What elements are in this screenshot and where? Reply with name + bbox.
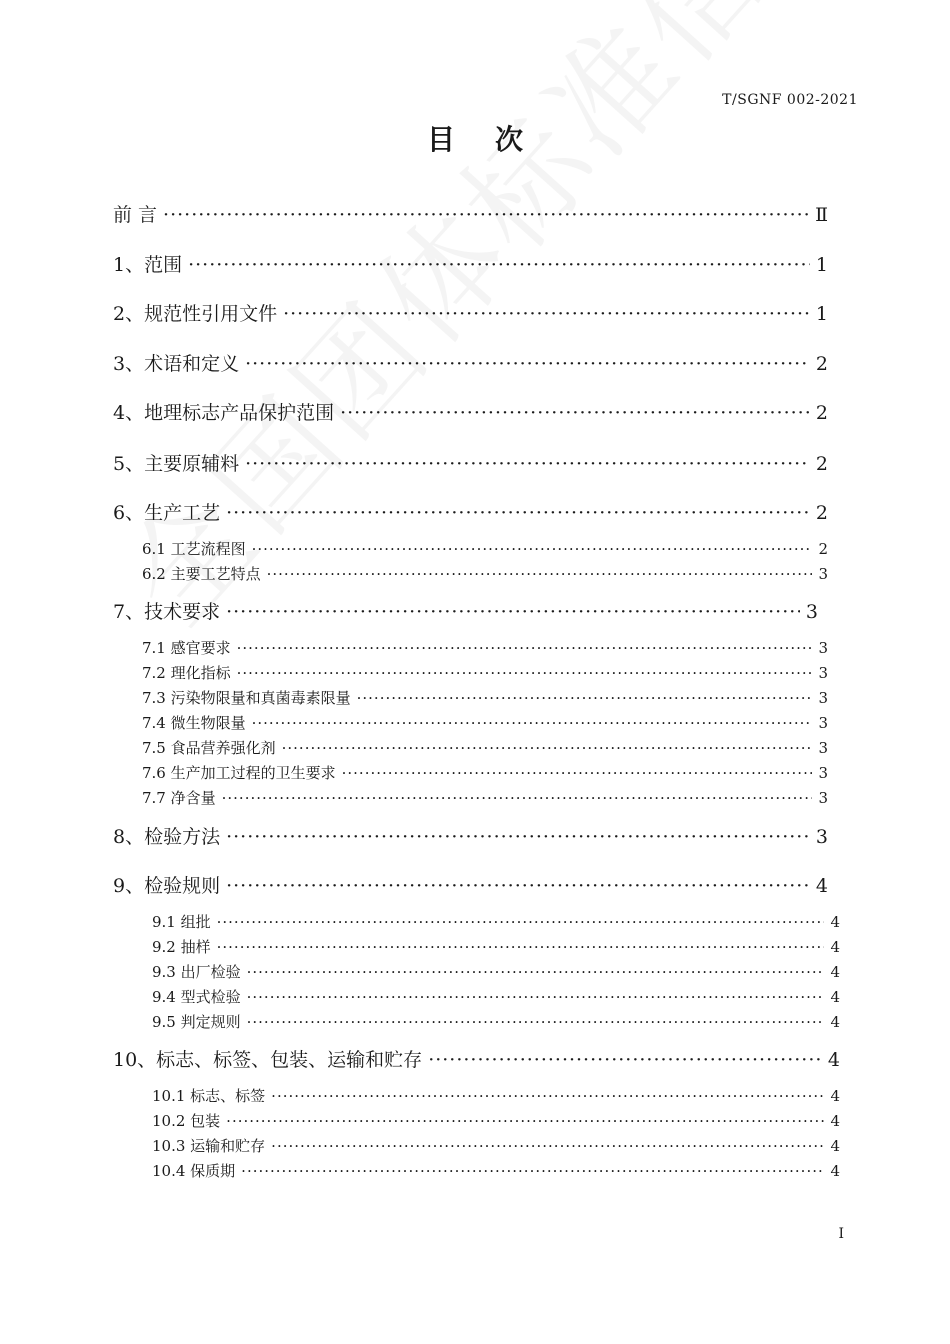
toc-entry-7-6[interactable] — [142, 762, 828, 783]
toc-entry-label: 10.1 标志、标签 — [152, 1087, 266, 1105]
toc-leader-dots — [237, 664, 813, 682]
toc-leader-dots — [222, 789, 813, 807]
toc-entry-label: 4、地理标志产品保护范围 — [113, 402, 335, 424]
toc-entry-page: 3 — [818, 639, 828, 657]
toc-entry-page: 3 — [815, 826, 828, 848]
toc-leader-dots — [252, 540, 813, 558]
toc-entry-label: 6、生产工艺 — [113, 502, 221, 524]
toc-entry-page: 4 — [830, 988, 840, 1006]
toc-leader-dots — [252, 714, 813, 732]
toc-leader-dots — [247, 988, 825, 1006]
toc-entry-label: 9.3 出厂检验 — [152, 963, 241, 981]
toc-entry-label: 9.1 组批 — [152, 913, 211, 931]
toc-entry-page: 4 — [827, 1049, 840, 1071]
toc-entry-label: 7.5 食品营养强化剂 — [142, 739, 276, 757]
toc-entry-page: 4 — [830, 963, 840, 981]
toc-leader-dots — [226, 502, 810, 524]
toc-entry-foreword[interactable] — [113, 200, 828, 227]
toc-entry-1[interactable] — [113, 250, 828, 277]
toc-entry-page: 2 — [818, 540, 828, 558]
toc-entry-label: 9.4 型式检验 — [152, 988, 241, 1006]
toc-entry-page: 3 — [818, 739, 828, 757]
toc-entry-page: 3 — [818, 565, 828, 583]
toc-entry-label: 9.2 抽样 — [152, 938, 211, 956]
toc-leader-dots — [267, 565, 813, 583]
toc-entry-9-1[interactable] — [152, 911, 840, 932]
toc-leader-dots — [217, 938, 825, 956]
toc-entry-label: 6.2 主要工艺特点 — [142, 565, 261, 583]
toc-entry-page: 1 — [815, 303, 828, 325]
toc-entry-9-2[interactable] — [152, 936, 840, 957]
toc-entry-label: 前 言 — [113, 204, 158, 226]
toc-entry-page: 4 — [830, 1137, 840, 1155]
toc-entry-page: 4 — [830, 938, 840, 956]
toc-leader-dots — [271, 1137, 824, 1155]
toc-entry-7-1[interactable] — [142, 637, 828, 658]
toc-entry-7-2[interactable] — [142, 662, 828, 683]
toc-entry-2[interactable] — [113, 299, 828, 326]
toc-entry-6[interactable] — [113, 498, 828, 525]
toc-entry-page: 3 — [818, 764, 828, 782]
toc-leader-dots — [428, 1049, 822, 1071]
toc-entry-page: 4 — [830, 1013, 840, 1031]
page-number: I — [838, 1226, 844, 1242]
toc-entry-label: 7.2 理化指标 — [142, 664, 231, 682]
toc-entry-label: 7.7 净含量 — [142, 789, 216, 807]
toc-entry-page: 2 — [815, 353, 828, 375]
toc-entry-label: 9.5 判定规则 — [152, 1013, 241, 1031]
toc-entry-7-5[interactable] — [142, 737, 828, 758]
page-title: 目次 — [426, 123, 563, 156]
toc-leader-dots — [357, 689, 813, 707]
toc-entry-7[interactable] — [113, 597, 818, 624]
toc-leader-dots — [226, 826, 810, 848]
toc-leader-dots — [342, 764, 813, 782]
toc-entry-page: 4 — [830, 1112, 840, 1130]
toc-entry-page: 3 — [805, 601, 818, 623]
toc-entry-page: Ⅱ — [815, 204, 828, 226]
toc-entry-label: 7.4 微生物限量 — [142, 714, 246, 732]
toc-entry-page: 4 — [830, 913, 840, 931]
toc-entry-label: 2、规范性引用文件 — [113, 303, 278, 325]
toc-leader-dots — [282, 739, 813, 757]
toc-entry-7-3[interactable] — [142, 687, 828, 708]
toc-entry-10-2[interactable] — [152, 1110, 840, 1131]
toc-entry-4[interactable] — [113, 398, 828, 425]
toc-leader-dots — [247, 1013, 825, 1031]
toc-entry-8[interactable] — [113, 822, 828, 849]
toc-entry-label: 10、标志、标签、包装、运输和贮存 — [113, 1049, 423, 1071]
toc-entry-page: 1 — [815, 254, 828, 276]
toc-entry-5[interactable] — [113, 449, 828, 476]
toc-entry-label: 7.3 污染物限量和真菌毒素限量 — [142, 689, 351, 707]
toc-entry-label: 7.6 生产加工过程的卫生要求 — [142, 764, 336, 782]
toc-entry-page: 4 — [815, 875, 828, 897]
toc-entry-label: 1、范围 — [113, 254, 183, 276]
toc-entry-10[interactable] — [113, 1045, 840, 1072]
toc-entry-label: 9、检验规则 — [113, 875, 221, 897]
toc-leader-dots — [237, 639, 813, 657]
toc-entry-label: 5、主要原辅料 — [113, 453, 240, 475]
toc-leader-dots — [188, 254, 810, 276]
toc-leader-dots — [283, 303, 810, 325]
toc-entry-label: 6.1 工艺流程图 — [142, 540, 246, 558]
toc-entry-page: 4 — [830, 1087, 840, 1105]
toc-entry-10-3[interactable] — [152, 1135, 840, 1156]
toc-entry-9-5[interactable] — [152, 1011, 840, 1032]
toc-entry-page: 2 — [815, 453, 828, 475]
toc-entry-page: 3 — [818, 664, 828, 682]
toc-leader-dots — [247, 963, 825, 981]
toc-leader-dots — [340, 402, 810, 424]
toc-entry-3[interactable] — [113, 349, 828, 376]
toc-entry-label: 3、术语和定义 — [113, 353, 240, 375]
toc-entry-9-3[interactable] — [152, 961, 840, 982]
toc-leader-dots — [241, 1162, 824, 1180]
toc-leader-dots — [245, 453, 810, 475]
toc-entry-page: 3 — [818, 714, 828, 732]
toc-entry-9-4[interactable] — [152, 986, 840, 1007]
toc-entry-label: 7、技术要求 — [113, 601, 221, 623]
toc-entry-label: 10.2 包装 — [152, 1112, 221, 1130]
toc-entry-label: 8、检验方法 — [113, 826, 221, 848]
toc-entry-label: 10.3 运输和贮存 — [152, 1137, 266, 1155]
toc-entry-6-1[interactable] — [142, 538, 828, 559]
toc-entry-page: 3 — [818, 689, 828, 707]
toc-entry-7-4[interactable] — [142, 712, 828, 733]
standard-code: T/SGNF 002-2021 — [722, 92, 858, 108]
toc-entry-label: 7.1 感官要求 — [142, 639, 231, 657]
toc-entry-page: 3 — [818, 789, 828, 807]
toc-leader-dots — [226, 875, 810, 897]
toc-leader-dots — [271, 1087, 824, 1105]
toc-entry-page: 4 — [830, 1162, 840, 1180]
toc-leader-dots — [226, 1112, 824, 1130]
toc-leader-dots — [245, 353, 810, 375]
toc-entry-page: 2 — [815, 502, 828, 524]
toc-entry-7-7[interactable] — [142, 787, 828, 808]
toc-leader-dots — [163, 204, 809, 226]
toc-entry-6-2[interactable] — [142, 563, 828, 584]
toc-entry-10-4[interactable] — [152, 1160, 840, 1181]
toc-leader-dots — [217, 913, 825, 931]
toc-entry-10-1[interactable] — [152, 1085, 840, 1106]
toc-entry-label: 10.4 保质期 — [152, 1162, 236, 1180]
toc-entry-9[interactable] — [113, 871, 828, 898]
toc-leader-dots — [226, 601, 800, 623]
toc-entry-page: 2 — [815, 402, 828, 424]
